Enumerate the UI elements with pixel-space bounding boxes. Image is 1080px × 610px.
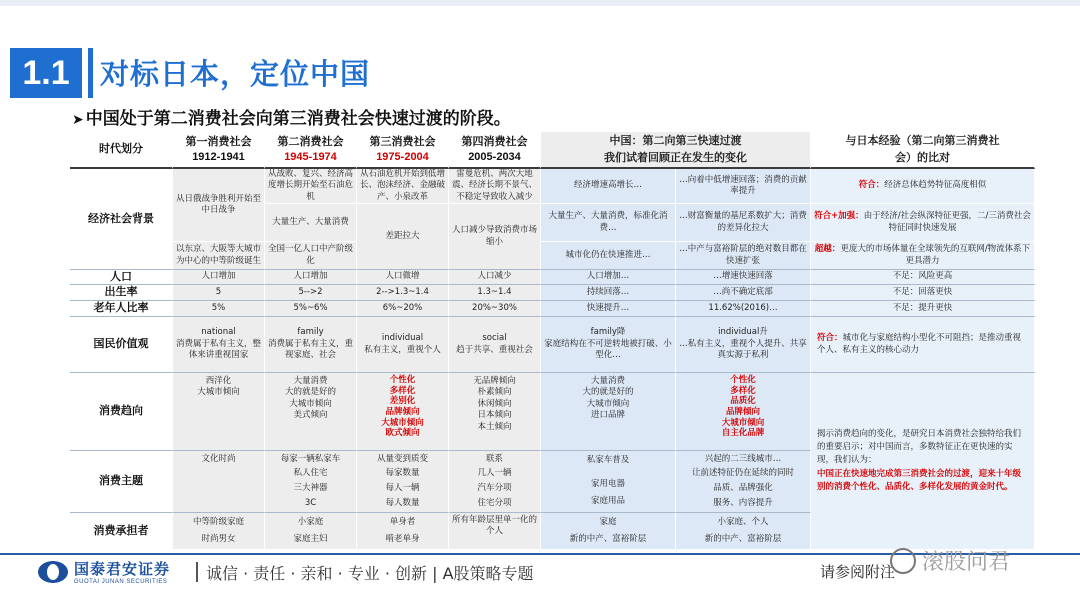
bearer-era4 — [449, 513, 541, 550]
bearer-item: 啃老单身 — [385, 533, 420, 544]
bearer-item: 家庭主妇 — [293, 533, 328, 544]
pop-era4: 人口减少 — [449, 270, 541, 285]
era1-years: 1912-1941 — [192, 150, 245, 163]
bg-china-c2: …中产与富裕阶层的绝对数目都在快速扩张 — [676, 242, 811, 270]
compare-header-line1: 与日本经验（第二向第三消费社 — [845, 134, 1000, 147]
pop-note — [811, 270, 1035, 285]
row-label-consumption-trend: 消费趋向 — [70, 373, 173, 451]
era2-name: 第二消费社会 — [277, 134, 344, 148]
values-china-2 — [676, 317, 811, 373]
bg-china-a2: …向着中低增速回落；消费的贡献率提升 — [676, 169, 811, 204]
theme-item: 每家一辆私家车 — [280, 453, 341, 464]
trend-era3 — [357, 373, 449, 451]
theme-era2 — [265, 451, 357, 513]
values-era2-key: family — [297, 327, 324, 338]
values-era1-key: national — [201, 327, 236, 338]
theme-item: 家庭用品 — [590, 496, 625, 507]
row-label-population: 人口 — [70, 270, 173, 285]
wechat-icon — [890, 548, 916, 574]
theme-era4 — [449, 451, 541, 513]
values-era4-key: social — [482, 333, 507, 344]
note-text: 风险更高 — [918, 271, 953, 282]
bg-era3-b: 差距拉大 — [357, 204, 449, 270]
header-era4 — [449, 132, 541, 169]
theme-item: 私家车普及 — [586, 455, 630, 466]
theme-item: 联系 — [485, 453, 503, 464]
theme-china-2 — [676, 451, 811, 513]
theme-item: 从量变到质变 — [376, 453, 428, 464]
china-header-line1: 中国：第二向第三快速过渡 — [609, 134, 742, 147]
header-era2 — [265, 132, 357, 169]
theme-item: 每人数量 — [385, 497, 420, 508]
aged-era4: 20%~30% — [449, 301, 541, 317]
aged-era2: 5%~6% — [265, 301, 357, 317]
subtitle — [72, 104, 511, 129]
theme-item: 3C — [304, 497, 317, 508]
trend-era1 — [173, 373, 265, 451]
bearer-item: 所有年龄层里单一化的个人 — [452, 515, 538, 537]
trend-item: 大城市倾向 — [586, 398, 630, 409]
row-label-consumption-theme: 消费主题 — [70, 451, 173, 513]
row-label-consumer: 消费承担者 — [70, 513, 173, 550]
top-rule — [0, 0, 1080, 6]
pop-china-1: 人口增加… — [541, 270, 676, 285]
page-title: 对标日本，定位中国 — [100, 57, 371, 91]
trend-item: 欧式倾向 — [385, 428, 420, 439]
subtitle-text: 中国处于第二消费社会向第三消费社会快速过渡的阶段。 — [85, 109, 511, 129]
note-tag: 符合： — [817, 333, 843, 344]
values-era3-desc: 私有主义，重视个人 — [364, 344, 441, 355]
bearer-era1 — [173, 513, 265, 550]
trend-item: 无品牌倾向 — [473, 376, 516, 386]
note-tag: 不足： — [892, 286, 919, 297]
trend-item: 美式倾向 — [293, 410, 328, 421]
pop-china-2: …增速快速回落 — [676, 270, 811, 285]
trend-item: 本土倾向 — [477, 421, 512, 432]
trend-item: 进口品牌 — [590, 410, 625, 421]
bg-era1-a: 从日俄战争胜利开始至中日战争 — [173, 169, 265, 242]
trend-item: 大量消费 — [590, 376, 625, 386]
trend-item: 品牌倾向 — [725, 406, 760, 417]
bg-era4-a: 雷曼危机、两次大地震、经济长期不景气、不稳定导致收入减少 — [449, 169, 541, 204]
header-compare — [811, 132, 1035, 169]
era2-years: 1945-1974 — [284, 150, 337, 163]
arrow-icon: ➤ — [72, 112, 84, 128]
trend-note-text: 揭示消费趋向的变化，是研究日本消费社会独特给我们的重要启示；对中国而言，多数特征正在更快速的实现，我们认为： — [817, 429, 1022, 466]
note-text: 提升更快 — [918, 302, 953, 313]
row-label-background: 经济社会背景 — [70, 169, 173, 270]
header-era-label: 时代划分 — [99, 142, 143, 156]
bearer-item: 时尚男女 — [201, 533, 236, 544]
bg-era2-c: 全国一亿人口中产阶级化 — [265, 242, 357, 270]
trend-era2 — [265, 373, 357, 451]
note-tag: 符合： — [858, 180, 885, 191]
trend-item: 大的就是好的 — [284, 387, 336, 398]
bg-era2-a: 从战败、复兴、经济高度增长期开始至石油危机 — [265, 169, 357, 204]
footer-disclaimer: 请参阅附注 — [820, 563, 896, 581]
section-divider — [88, 48, 93, 98]
pop-era2: 人口增加 — [265, 270, 357, 285]
trend-china-1 — [541, 373, 676, 451]
bearer-china-1 — [541, 513, 676, 550]
theme-era3 — [357, 451, 449, 513]
bg-china-b1: 大量生产、大量消费，标准化消费… — [541, 204, 676, 242]
values-era1 — [173, 317, 265, 373]
theme-item: 每人一辆 — [385, 483, 420, 494]
trend-item: 大城市倾向 — [721, 417, 765, 428]
china-header-line2: 我们试着回顾正在发生的变化 — [604, 150, 747, 164]
footer-slogan: 诚信 · 责任 · 亲和 · 专业 · 创新 | A股策略专题 — [206, 564, 534, 583]
bg-era2-b: 大量生产、大量消费 — [265, 204, 357, 242]
trend-item: 个性化 — [730, 375, 756, 385]
note-text: 经济总体趋势特征高度相似 — [884, 180, 987, 191]
theme-item: 文化时尚 — [201, 454, 236, 464]
bg-era3-a: 从石油危机开始到低增长、泡沫经济、金融破产、小泉改革 — [357, 169, 449, 204]
bg-note-3 — [811, 242, 1035, 270]
theme-era1 — [173, 451, 265, 513]
aged-note — [811, 301, 1035, 317]
bg-era1-b: 以东京、大阪等大城市为中心的中等阶级诞生 — [173, 242, 265, 270]
trend-item: 大的就是好的 — [582, 387, 634, 398]
watermark-text: 滚股问君 — [922, 550, 1011, 575]
trend-note — [811, 373, 1035, 550]
note-text: 由于经济/社会纵深特征更强，二/三消费社会特征同时快速发展 — [863, 211, 1031, 233]
aged-china-1: 快速提升… — [541, 301, 676, 317]
values-china-1 — [541, 317, 676, 373]
aged-era1: 5% — [173, 301, 265, 317]
values-china1-desc: 家庭结构在不可逆转地被打破、小型化… — [544, 338, 672, 361]
trend-china-2 — [676, 373, 811, 451]
bearer-item: 中等阶级家庭 — [192, 516, 244, 527]
aged-china-2: 11.62%(2016)… — [676, 301, 811, 317]
trend-item: 朴素倾向 — [477, 387, 512, 398]
trend-item: 多样化 — [389, 385, 416, 396]
comparison-table — [70, 132, 1035, 550]
values-china2-desc: …私有主义，重视个人提升、共享真实源于私利 — [679, 338, 807, 361]
theme-item: 家用电器 — [590, 478, 625, 489]
section-number: 1.1 — [10, 48, 82, 98]
trend-item: 品质化 — [730, 396, 756, 407]
values-note — [811, 317, 1035, 373]
header-china — [541, 132, 811, 169]
note-tag: 超越： — [814, 244, 841, 255]
birth-era4: 1.3~1.4 — [449, 285, 541, 301]
trend-item: 品牌倾向 — [385, 406, 420, 417]
compare-header-line2: 会）的比对 — [895, 150, 950, 164]
values-era2 — [265, 317, 357, 373]
era3-name: 第三消费社会 — [369, 134, 436, 148]
values-era2-desc: 消费属于私有主义，重视家庭、社会 — [268, 338, 354, 361]
trend-item: 休闲倾向 — [477, 398, 512, 409]
footer-divider — [196, 562, 198, 582]
theme-item: 品质、品牌强化 — [713, 483, 773, 494]
birth-era3: 2-->1.3~1.4 — [357, 285, 449, 301]
brand-logo — [38, 558, 170, 585]
header-label — [70, 132, 173, 169]
trend-item: 大量消费 — [293, 376, 328, 386]
bearer-item: 新的中产、富裕阶层 — [704, 533, 782, 544]
note-text: 城市化与家庭结构小型化不可阻挡；是推动重视个人、私有主义的核心动力 — [817, 333, 1022, 355]
bearer-item: 家庭 — [599, 516, 617, 527]
bearer-item: 单身者 — [389, 516, 416, 527]
note-tag: 不足： — [892, 271, 919, 282]
bg-china-a1: 经济增速高增长… — [541, 169, 676, 204]
values-era4-desc: 趋于共享、重视社会 — [456, 344, 533, 355]
theme-item: 汽车分项 — [477, 483, 512, 494]
logo-icon — [38, 561, 68, 583]
era4-name: 第四消费社会 — [461, 134, 528, 148]
theme-item: 三大神器 — [293, 483, 328, 494]
trend-item: 自主化品牌 — [721, 428, 765, 439]
values-era3-key: individual — [381, 333, 424, 344]
values-china2-key: individual升 — [718, 327, 768, 338]
logo-text — [74, 558, 170, 585]
bearer-china-2 — [676, 513, 811, 550]
birth-era2: 5-->2 — [265, 285, 357, 301]
theme-item: 兴起的二三线城市… — [704, 453, 782, 464]
bearer-era2 — [265, 513, 357, 550]
theme-item: 每家数量 — [385, 468, 420, 479]
birth-note — [811, 285, 1035, 301]
note-text: 回落更快 — [918, 286, 953, 297]
aged-era3: 6%~20% — [357, 301, 449, 317]
header-era1 — [173, 132, 265, 169]
bearer-item: 小家庭 — [297, 516, 324, 527]
bg-note-1 — [811, 169, 1035, 204]
bg-note-2 — [811, 204, 1035, 242]
values-china1-key: family降 — [590, 327, 626, 338]
trend-item: 西洋化 — [205, 376, 232, 386]
trend-item: 多样化 — [730, 385, 756, 396]
bearer-era3 — [357, 513, 449, 550]
theme-item: 私人住宅 — [293, 468, 328, 479]
theme-item: 几人一辆 — [477, 468, 512, 479]
trend-item: 大城市倾向 — [381, 417, 424, 428]
watermark — [890, 545, 1010, 576]
note-tag: 不足： — [892, 302, 919, 313]
bearer-item: 小家庭、个人 — [717, 516, 769, 527]
theme-item: 服务、内容提升 — [713, 497, 773, 508]
row-label-birth-rate: 出生率 — [70, 285, 173, 301]
theme-item: 住宅分项 — [477, 497, 512, 508]
row-label-aged-ratio: 老年人比率 — [70, 301, 173, 317]
logo-name-en: GUOTAI JUNAN SECURITIES — [74, 579, 168, 585]
era3-years: 1975-2004 — [376, 150, 429, 163]
trend-item: 个性化 — [389, 375, 416, 385]
trend-note-conclusion: 中国正在快速地完成第三消费社会的过渡，迎来十年级别的消费个性化、品质化、多样化发展的黄金时代。 — [817, 468, 1022, 492]
trend-item: 日本倾向 — [477, 410, 512, 421]
header-era3 — [357, 132, 449, 169]
trend-era4 — [449, 373, 541, 451]
bg-china-c1: 城市化仍在快速推进… — [541, 242, 676, 270]
trend-item: 大城市倾向 — [197, 387, 240, 398]
pop-era3: 人口微增 — [357, 270, 449, 285]
values-era4 — [449, 317, 541, 373]
birth-china-2: …尚不确定底部 — [676, 285, 811, 301]
bg-china-b2: …财富衡量的基尼系数扩大；消费的差异化拉大 — [676, 204, 811, 242]
note-text: 更庞大的市场体量在全球领先的互联网/物流体系下更具潜力 — [840, 244, 1031, 266]
logo-name-cn: 国泰君安证券 — [74, 560, 171, 578]
pop-era1: 人口增加 — [173, 270, 265, 285]
era4-years: 2005-2034 — [468, 150, 521, 163]
bg-era4-b: 人口减少导致消费市场缩小 — [449, 204, 541, 270]
era1-name: 第一消费社会 — [185, 134, 252, 148]
note-tag: 符合+加强： — [814, 211, 864, 222]
theme-item: 让前述特征仍在延续的同时 — [691, 468, 794, 479]
values-era1-desc: 消费属于私有主义，整体来讲重视国家 — [176, 338, 262, 361]
theme-china-1 — [541, 451, 676, 513]
bearer-item: 新的中产、富裕阶层 — [569, 533, 647, 544]
birth-era1: 5 — [173, 285, 265, 301]
birth-china-1: 持续回落… — [541, 285, 676, 301]
trend-item: 大城市倾向 — [289, 398, 332, 409]
trend-item: 差别化 — [389, 396, 416, 407]
row-label-values: 国民价值观 — [70, 317, 173, 373]
values-era3 — [357, 317, 449, 373]
